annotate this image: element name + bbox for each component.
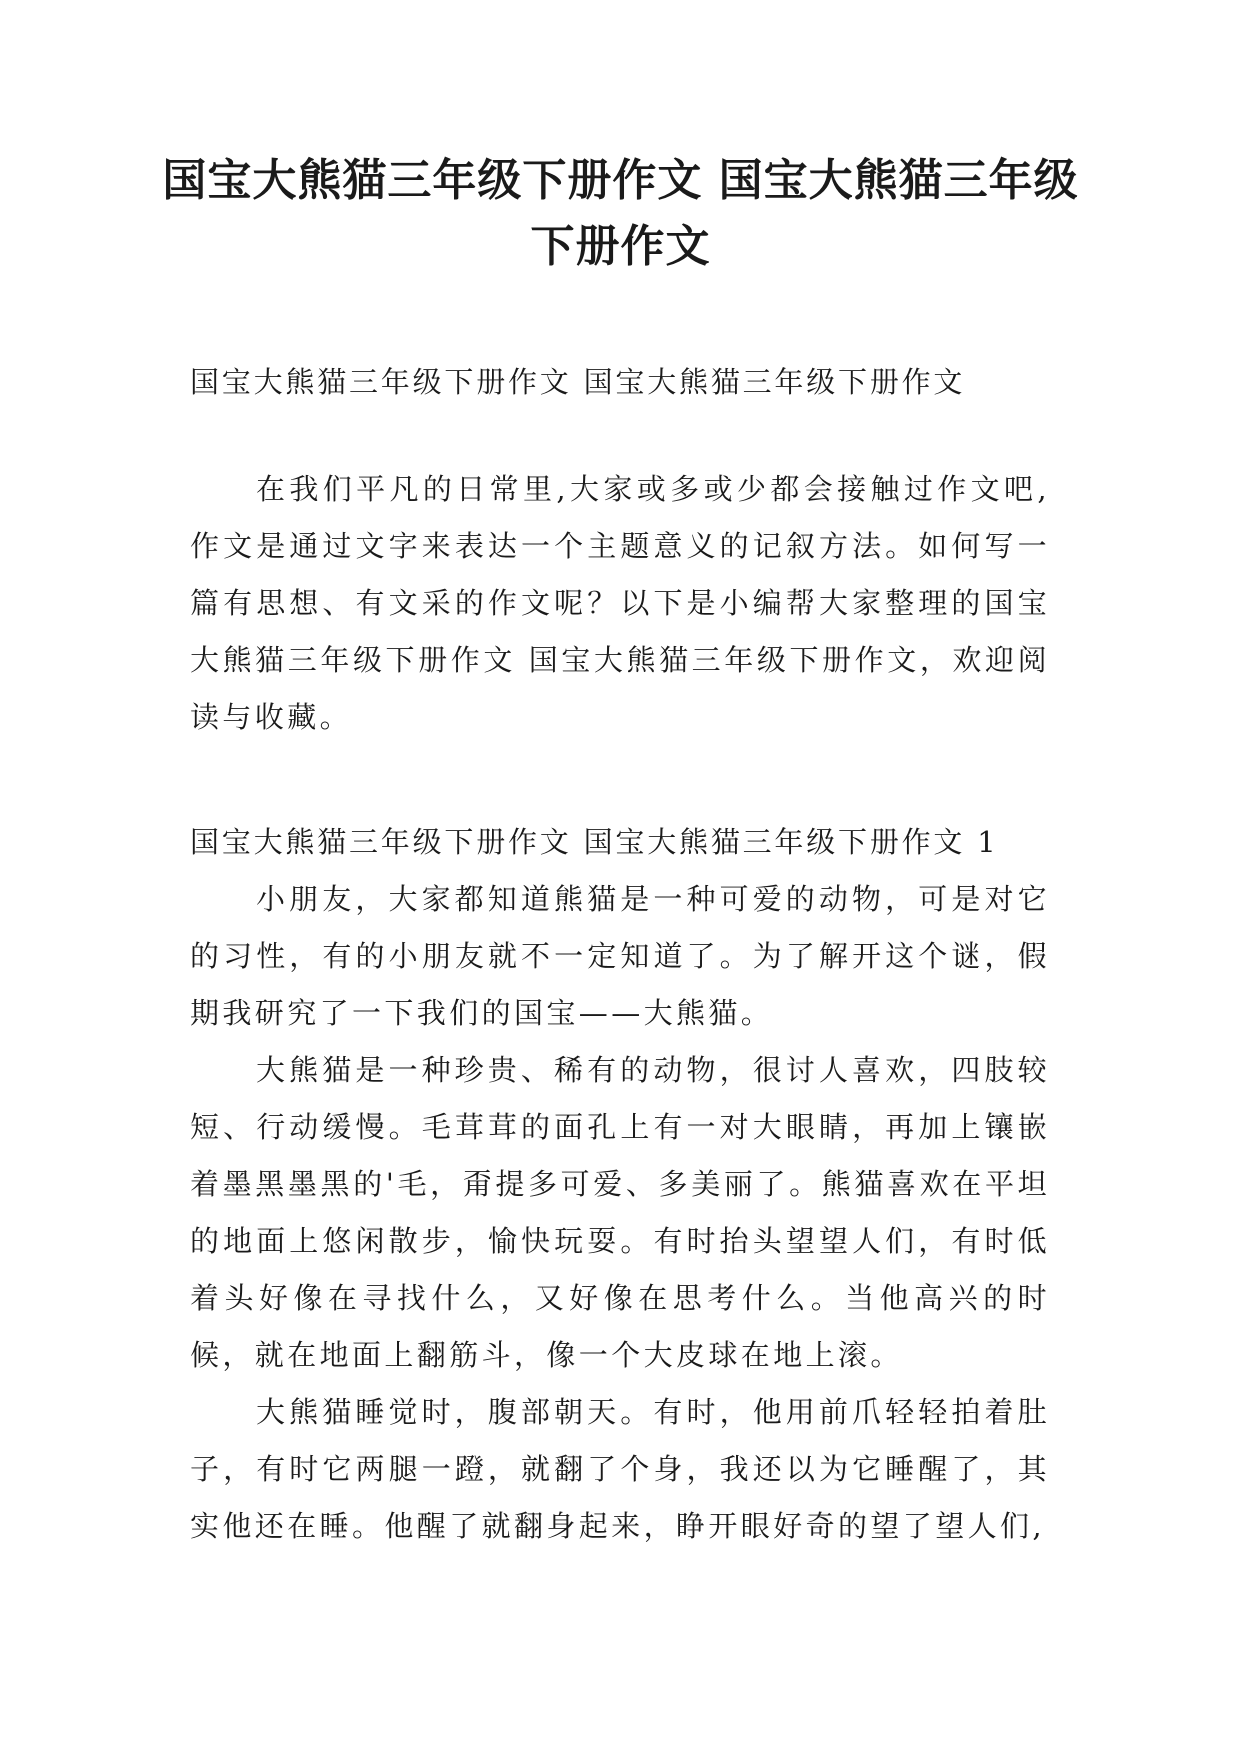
document-subtitle: 国宝大熊猫三年级下册作文 国宝大熊猫三年级下册作文: [190, 365, 966, 399]
body-paragraph-1: 小朋友，大家都知道熊猫是一种可爱的动物，可是对它的习性，有的小朋友就不一定知道了。为了解开这个谜，假期我研究了一下我们的国宝——大熊猫。: [190, 882, 1050, 1030]
body-paragraph-2: 大熊猫是一种珍贵、稀有的动物，很讨人喜欢，四肢较短、行动缓慢。毛茸茸的面孔上有一对大眼睛，再加上镶嵌着墨黑墨黑的'毛，甭提多可爱、多美丽了。熊猫喜欢在平坦的地面上悠闲散步，愉快玩耍。有时抬头望望人们，有时低着头好像在寻找什么，又好像在思考什么。当他高兴的时候，就在地面上翻筋斗，像一个大皮球在地上滚。: [190, 1053, 1050, 1372]
intro-paragraph: 在我们平凡的日常里,大家或多或少都会接触过作文吧,作文是通过文字来表达一个主题意义的记叙方法。如何写一篇有思想、有文采的作文呢？以下是小编帮大家整理的国宝大熊猫三年级下册作文 国宝大熊猫三年级下册作文，欢迎阅读与收藏。: [190, 472, 1050, 734]
document-title: 国宝大熊猫三年级下册作文 国宝大熊猫三年级下册作文: [162, 155, 1079, 272]
section-heading: 国宝大熊猫三年级下册作文 国宝大熊猫三年级下册作文 1: [190, 825, 999, 859]
body-paragraph-3: 大熊猫睡觉时，腹部朝天。有时，他用前爪轻轻拍着肚子，有时它两腿一蹬，就翻了个身，我还以为它睡醒了，其实他还在睡。他醒了就翻身起来，睁开眼好奇的望了望人们,: [190, 1395, 1050, 1543]
